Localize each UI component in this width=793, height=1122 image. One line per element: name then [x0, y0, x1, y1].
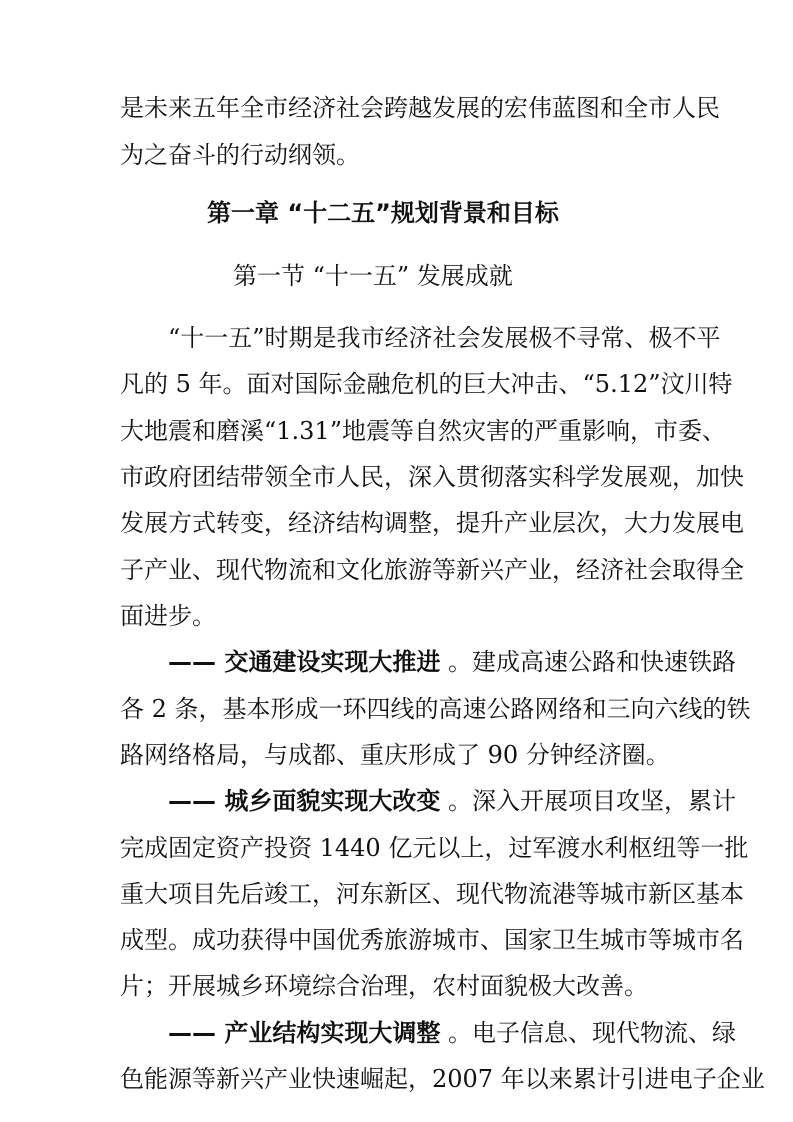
paragraph-line: 市政府团结带领全市人民，深入贯彻落实科学发展观，加快	[120, 463, 744, 491]
achievement-heading: —— 城乡面貌实现大改变	[168, 787, 441, 815]
achievement-text: 。深入开展项目攻坚，累计	[440, 787, 736, 815]
paragraph-line: 重大项目先后竣工，河东新区、现代物流港等城市新区基本	[120, 880, 744, 908]
paragraph-line: 路网络格局，与成都、重庆形成了 90 分钟经济圈。	[120, 741, 670, 769]
intro-line: 是未来五年全市经济社会跨越发展的宏伟蓝图和全市人民	[120, 94, 720, 122]
achievement-heading: —— 交通建设实现大推进	[168, 648, 441, 676]
achievement-text: 。建成高速公路和快速铁路	[440, 648, 736, 676]
section-title: 第一节 “十一五” 发展成就	[233, 262, 513, 290]
paragraph-line: 凡的 5 年。面对国际金融危机的巨大冲击、“5.12”汶川特	[120, 370, 733, 398]
intro-line: 为之奋斗的行动纲领。	[120, 141, 360, 169]
paragraph-line: 完成固定资产投资 1440 亿元以上，过军渡水利枢纽等一批	[120, 834, 749, 862]
chapter-title: 第一章 “十二五”规划背景和目标	[207, 199, 559, 227]
paragraph-line: 片；开展城乡环境综合治理，农村面貌极大改善。	[120, 972, 648, 1000]
achievement-item-first-line	[168, 786, 736, 816]
paragraph-line: 子产业、现代物流和文化旅游等新兴产业，经济社会取得全	[120, 556, 744, 584]
paragraph-line: 发展方式转变，经济结构调整，提升产业层次，大力发展电	[120, 509, 744, 537]
paragraph-line: 面进步。	[120, 602, 216, 630]
achievement-item-first-line	[168, 1018, 736, 1048]
paragraph-line: 色能源等新兴产业快速崛起，2007 年以来累计引进电子企业	[120, 1065, 765, 1093]
achievement-item-first-line	[168, 647, 736, 677]
achievement-text: 。电子信息、现代物流、绿	[440, 1019, 736, 1047]
paragraph-line: “十一五”时期是我市经济社会发展极不寻常、极不平	[168, 324, 721, 352]
achievement-heading: —— 产业结构实现大调整	[168, 1019, 441, 1047]
paragraph-line: 成型。成功获得中国优秀旅游城市、国家卫生城市等城市名	[120, 926, 744, 954]
paragraph-line: 大地震和磨溪“1.31”地震等自然灾害的严重影响，市委、	[120, 417, 726, 445]
paragraph-line: 各 2 条，基本形成一环四线的高速公路网络和三向六线的铁	[120, 695, 751, 723]
